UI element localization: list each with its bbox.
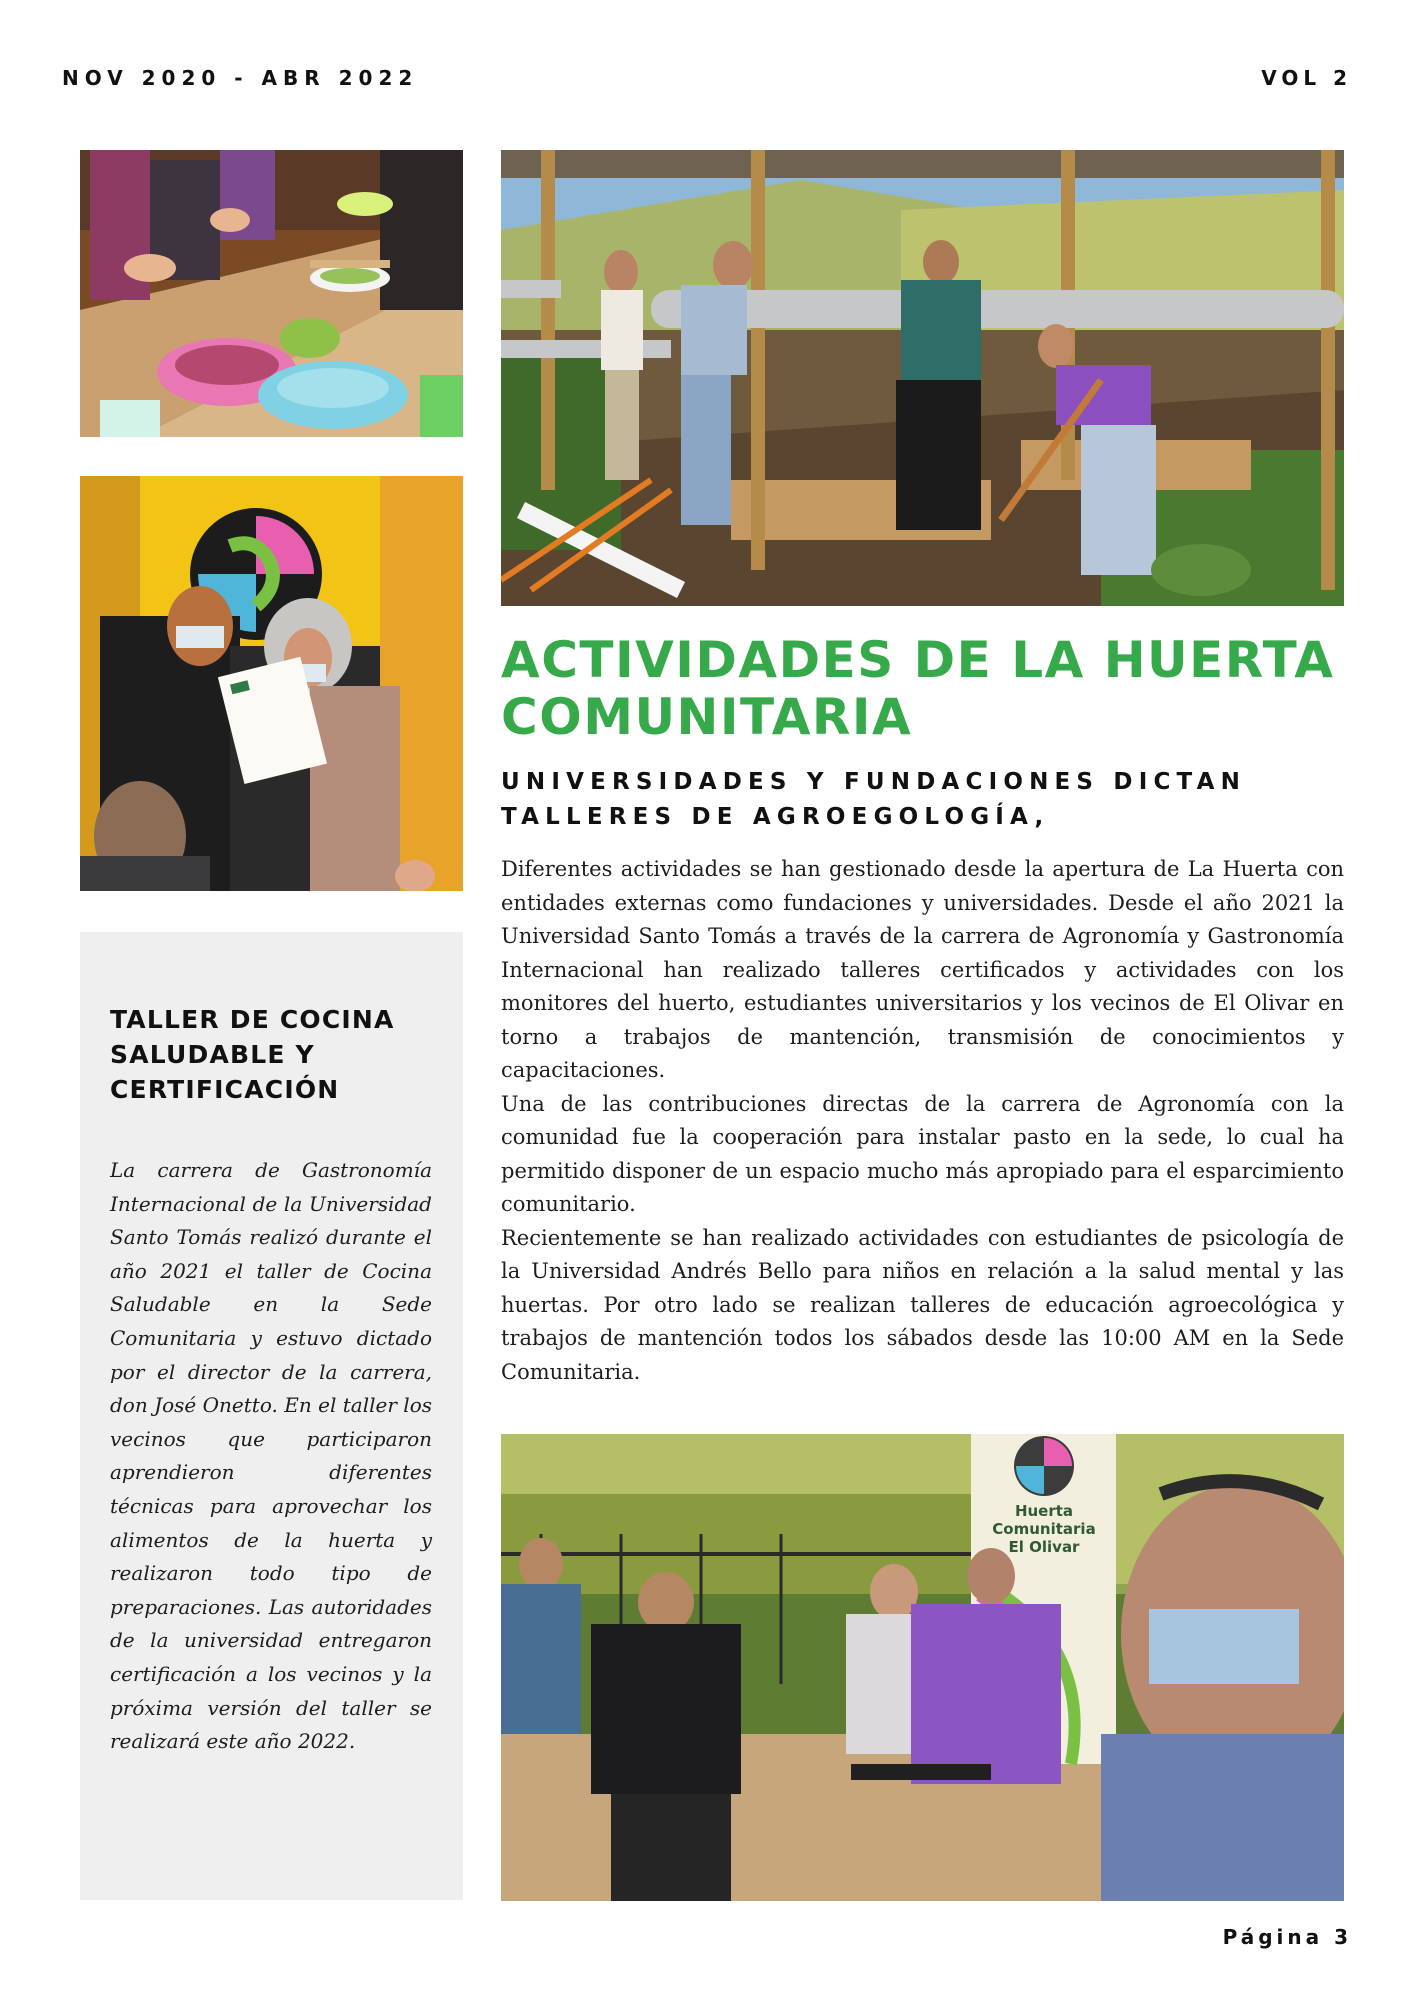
garden-work-photo: [501, 150, 1344, 606]
article-paragraph: Diferentes actividades se han gestionado desde la apertura de La Huerta con entidades externas como fundaciones y universidades. Desde el año 2021 la Universidad Santo Tomás a través de la carrera de Agronomía y Gastronomía Internacional han realizado talleres certificados y actividades con los monitores del huerto, estudiantes universitarios y los vecinos de El Olivar en torno a trabajos de mantención, transmisión de conocimientos y capacitaciones.: [501, 857, 1344, 1082]
cooking-workshop-photo: [80, 150, 463, 437]
article-body: [501, 853, 1344, 1389]
issue-date-range: NOV 2020 - ABR 2022: [62, 66, 419, 90]
article-subtitle: UNIVERSIDADES Y FUNDACIONES DICTAN TALLERES DE AGROEGOLOGÍA,: [501, 769, 1247, 830]
banner-line-1: Huerta: [1014, 1502, 1074, 1520]
article-paragraph: Una de las contribuciones directas de la carrera de Agronomía con la comunidad fue la cooperación para instalar pasto en la sede, lo cual ha permitido disponer de un espacio mucho más apropiado para el esparcimiento comunitario.: [501, 1091, 1344, 1216]
sidebar-box: [80, 932, 463, 1900]
certificate-ceremony-photo: [80, 476, 463, 891]
community-meeting-photo: [501, 1434, 1344, 1901]
issue-volume: VOL 2: [1261, 66, 1352, 90]
page-number: Página 3: [1222, 1925, 1352, 1949]
article-title: ACTIVIDADES DE LA HUERTA COMUNITARIA: [501, 631, 1335, 746]
article-paragraph: Recientemente se han realizado actividades con estudiantes de psicología de la Universidad Andrés Bello para niños en relación a la salud mental y las huertas. Por otro lado se realizan talleres de educación agroecológica y trabajos de mantención todos los sábados desde las 10:00 AM en la Sede Comunitaria.: [501, 1225, 1344, 1384]
banner-line-2: Comunitaria: [992, 1520, 1096, 1538]
sidebar-text: La carrera de Gastronomía Internacional de la Universidad Santo Tomás realizó durante el año 2021 el taller de Cocina Saludable en la Sede Comunitaria y estuvo dictado por el director de la carrera, don José Onetto. En el taller los vecinos que participaron aprendieron diferentes técnicas para aprovechar los alimentos de la huerta y realizaron todo tipo de preparaciones. Las autoridades de la universidad entregaron certificación a los vecinos y la próxima versión del taller se realizará este año 2022.: [110, 1158, 432, 1754]
sidebar-title: TALLER DE COCINA SALUDABLE Y CERTIFICACIÓN: [110, 1005, 395, 1104]
banner-line-3: El Olivar: [1008, 1538, 1080, 1556]
